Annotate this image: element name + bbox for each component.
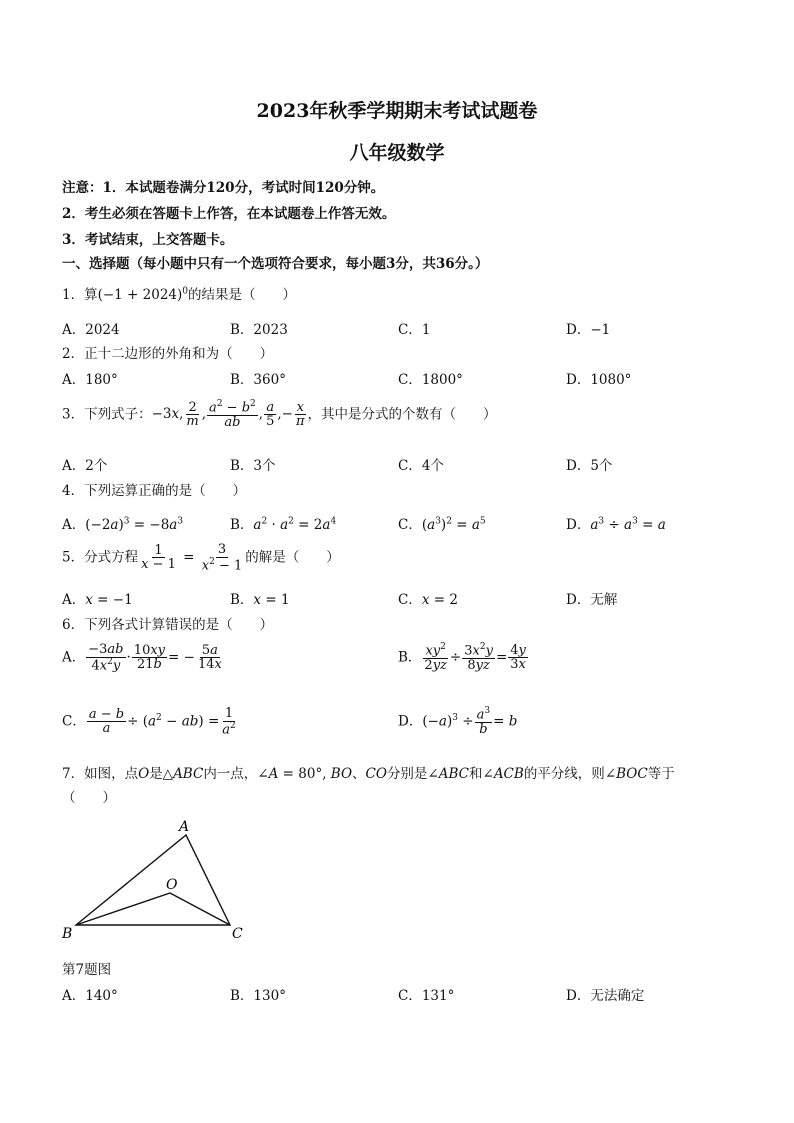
note-3: 3．考试结束，上交答题卡。 xyxy=(62,232,234,248)
triangle-figure xyxy=(62,818,262,943)
question-2-stem: 2．正十二边形的外角和为（ ） xyxy=(62,346,274,362)
label-b: B xyxy=(62,926,73,942)
question-1-stem: 1．算$(-1 + 2024)^0$的结果是（ ） xyxy=(62,286,297,303)
question-2-option-c: C．1800° xyxy=(398,372,463,388)
question-2-option-b: B．360° xyxy=(230,372,286,388)
question-7-option-b: B．130° xyxy=(230,988,286,1004)
question-1-option-c: C．1 xyxy=(398,322,431,338)
question-4-stem: 4．下列运算正确的是（ ） xyxy=(62,483,247,499)
question-6-option-b: B． $\frac{xy^2}{2yz}$ ÷ $\frac{3x^2y}{8yz}$ = $\frac{4y}{3x}$ xyxy=(398,642,526,673)
label-o: O xyxy=(166,877,178,893)
q3-expressions: −3x, $\frac{2}{m}$ , $\frac{a^2 - b^2}{ab}$ , $\frac{a}{5}$ ,− $\frac{x}{\pi}$ xyxy=(151,399,305,430)
question-5-option-c: C．x = 2 xyxy=(398,592,458,608)
question-7-option-d: D．无法确定 xyxy=(566,988,645,1004)
question-3-option-a: A．2个 xyxy=(62,458,108,474)
question-6-option-d: D．$(-a)^3$ ÷ $\frac{a^3}{b}$ = b xyxy=(398,706,518,737)
question-6-stem: 6．下列各式计算错误的是（ ） xyxy=(62,617,274,633)
question-3-option-b: B．3个 xyxy=(230,458,276,474)
question-1-option-b: B．2023 xyxy=(230,322,288,338)
question-3-option-c: C．4个 xyxy=(398,458,444,474)
question-7-option-c: C．131° xyxy=(398,988,455,1004)
label-a: A xyxy=(179,819,190,835)
question-2-option-a: A．180° xyxy=(62,372,118,388)
section-heading: 一、选择题（每小题中只有一个选项符合要求，每小题3分，共36分。） xyxy=(62,256,489,272)
figure-caption: 第7题图 xyxy=(62,962,112,978)
question-5-option-a: A．x = −1 xyxy=(62,592,133,608)
question-1-option-a: A．2024 xyxy=(62,322,120,338)
note-2: 2．考生必须在答题卡上作答，在本试题卷上作答无效。 xyxy=(62,206,396,222)
question-4-option-c: C．$(a^3)^2 = a^5$ xyxy=(398,516,486,533)
note-1: 注意：1．本试题卷满分120分，考试时间120分钟。 xyxy=(62,180,385,196)
question-7-stem: 7．如图，点O是△ABC内一点，∠A = 80°, BO、CO分别是∠ABC和∠ACB的平分线，则∠BOC等于 xyxy=(62,766,675,782)
question-7-option-a: A．140° xyxy=(62,988,118,1004)
question-3-stem: 3．下列式子：−3x, $\frac{2}{m}$ , $\frac{a^2 - b^2}{ab}$ , $\frac{a}{5}$ ,− $\frac{x}{\pi}$ ，其中是分式的个数有（ ） xyxy=(62,399,497,430)
question-4-option-d: D．$a^3 \div a^3 = a$ xyxy=(566,516,666,533)
question-5-stem: 5．分式方程 $\frac{1}{x - 1}$ = $\frac{3}{x^2 - 1}$ 的解是（ ） xyxy=(62,542,340,573)
question-2-option-d: D．1080° xyxy=(566,372,632,388)
question-6-option-c: C． $\frac{a - b}{a}$ ÷ $(a^2 - ab)$ = $\frac{1}{a^2}$ xyxy=(62,706,236,737)
exam-subtitle: 八年级数学 xyxy=(349,142,445,164)
question-4-option-b: B．$a^2 \cdot a^2 = 2a^4$ xyxy=(230,516,337,533)
bisectors-bo-co xyxy=(76,893,230,925)
question-5-option-b: B．x = 1 xyxy=(230,592,290,608)
triangle-abc xyxy=(76,835,230,925)
question-1-option-d: D．−1 xyxy=(566,322,611,338)
question-3-option-d: D．5个 xyxy=(566,458,613,474)
label-c: C xyxy=(232,926,243,942)
question-4-option-a: A．$(-2a)^3 = -8a^3$ xyxy=(62,516,184,533)
question-5-option-d: D．无解 xyxy=(566,592,618,608)
exam-title: 2023年秋季学期期末考试试题卷 xyxy=(256,100,538,122)
question-7-blank: （ ） xyxy=(62,790,116,806)
question-6-option-a: A． $\frac{-3ab}{4x^2y}$ · $\frac{10xy}{21b}$ = − $\frac{5a}{14x}$ xyxy=(62,642,222,673)
